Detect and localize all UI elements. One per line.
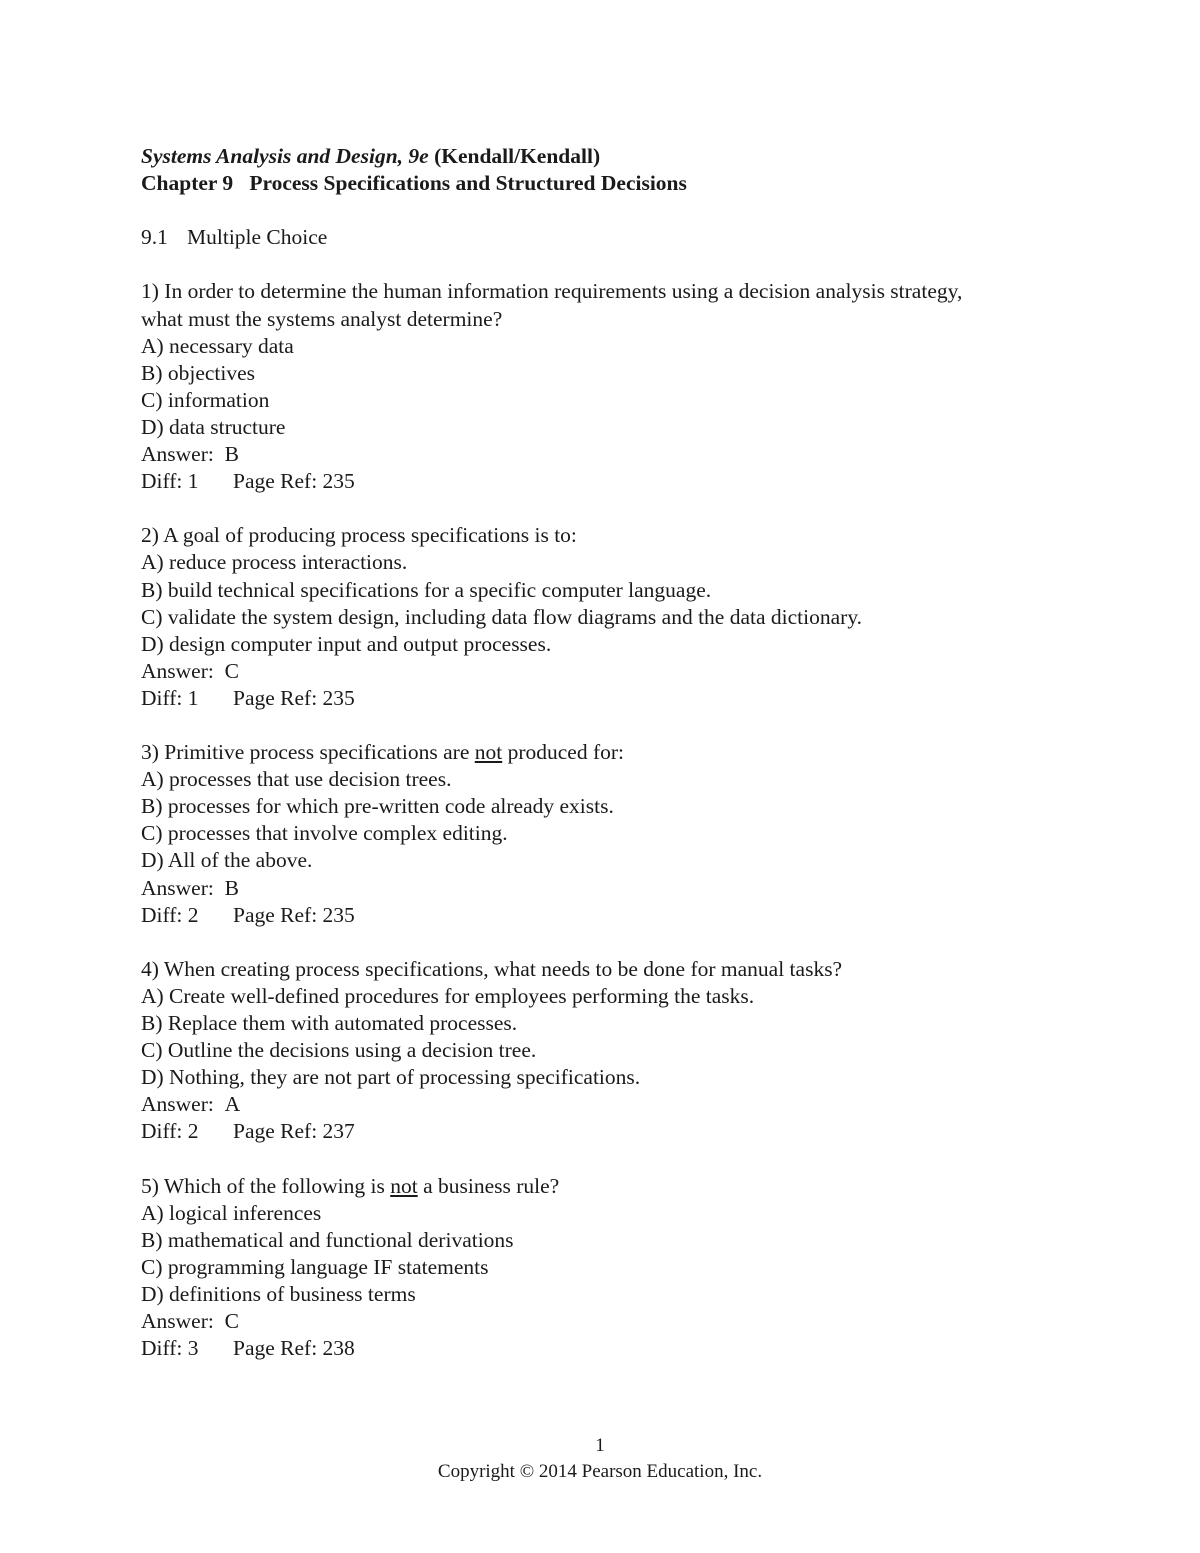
option-d: D) All of the above. [141, 848, 313, 873]
book-title: Systems Analysis and Design, 9e [141, 144, 429, 168]
difficulty: Diff: 2 [141, 1119, 199, 1144]
page-reference: Page Ref: 235 [233, 469, 355, 494]
answer-line [141, 1308, 1081, 1335]
option-a: A) reduce process interactions. [141, 550, 408, 575]
answer-value: C [224, 1309, 239, 1334]
answer-value: B [224, 442, 239, 467]
page-reference: Page Ref: 238 [233, 1336, 355, 1361]
option-c: C) Outline the decisions using a decision tree. [141, 1038, 537, 1063]
meta-line [141, 1335, 1081, 1362]
section-title: Multiple Choice [187, 225, 328, 250]
chapter-label: Chapter 9 [141, 171, 234, 196]
difficulty: Diff: 3 [141, 1336, 199, 1361]
option-b: B) build technical specifications for a specific computer language. [141, 577, 712, 602]
question-1 [141, 278, 1081, 495]
chapter-heading [141, 170, 1081, 197]
emphasis-not: not [474, 740, 503, 765]
meta-line [141, 468, 1081, 495]
option-a: A) processes that use decision trees. [141, 767, 452, 792]
difficulty: Diff: 2 [141, 902, 199, 927]
answer-label: Answer: [141, 1309, 214, 1334]
question-stem: 4) When creating process specifications, what needs to be done for manual tasks? [141, 956, 843, 981]
question-stem: what must the systems analyst determine? [141, 306, 503, 331]
answer-value: A [224, 1092, 241, 1117]
section-number: 9.1 [141, 225, 168, 250]
question-5 [141, 1173, 1081, 1363]
answer-label: Answer: [141, 1092, 214, 1117]
page-reference: Page Ref: 235 [233, 902, 355, 927]
answer-line [141, 875, 1081, 902]
option-a: A) necessary data [141, 333, 294, 358]
section-heading [141, 224, 1081, 251]
option-b: B) objectives [141, 360, 256, 385]
option-d: D) Nothing, they are not part of processing specifications. [141, 1065, 641, 1090]
book-authors: (Kendall/Kendall) [428, 144, 601, 168]
question-4 [141, 956, 1081, 1146]
option-c: C) validate the system design, including data flow diagrams and the data dictionary. [141, 604, 863, 629]
answer-value: B [224, 875, 239, 900]
page-number: 1 [595, 1435, 605, 1456]
question-stem: 2) A goal of producing process specifications is to: [141, 523, 577, 548]
page-reference: Page Ref: 235 [233, 685, 355, 710]
option-d: D) design computer input and output processes. [141, 631, 552, 656]
book-heading [141, 143, 1081, 170]
meta-line [141, 685, 1081, 712]
copyright-notice: Copyright © 2014 Pearson Education, Inc. [437, 1461, 763, 1482]
answer-line [141, 1091, 1081, 1118]
difficulty: Diff: 1 [141, 469, 199, 494]
question-stem: 5) Which of the following is not a business rule? [141, 1173, 560, 1198]
option-c: C) programming language IF statements [141, 1254, 489, 1279]
answer-line [141, 441, 1081, 468]
question-stem: 1) In order to determine the human information requirements using a decision analysis strategy, [141, 279, 963, 304]
difficulty: Diff: 1 [141, 685, 199, 710]
answer-label: Answer: [141, 875, 214, 900]
option-c: C) information [141, 387, 270, 412]
chapter-title: Process Specifications and Structured Decisions [249, 171, 687, 196]
answer-label: Answer: [141, 442, 214, 467]
question-2 [141, 522, 1081, 712]
meta-line [141, 902, 1081, 929]
page-content [141, 143, 1081, 1362]
emphasis-not: not [390, 1173, 418, 1198]
answer-line [141, 658, 1081, 685]
option-b: B) processes for which pre-written code already exists. [141, 794, 614, 819]
question-stem: 3) Primitive process specifications are not produced for: [141, 740, 625, 765]
option-b: B) Replace them with automated processes. [141, 1011, 518, 1035]
option-a: A) Create well-defined procedures for employees performing the tasks. [141, 983, 755, 1008]
option-c: C) processes that involve complex editing. [141, 821, 508, 846]
question-3 [141, 739, 1081, 929]
page-reference: Page Ref: 237 [233, 1119, 355, 1144]
answer-label: Answer: [141, 658, 214, 683]
option-d: D) definitions of business terms [141, 1281, 416, 1306]
answer-value: C [224, 658, 239, 683]
option-a: A) logical inferences [141, 1200, 322, 1225]
option-d: D) data structure [141, 414, 286, 439]
option-b: B) mathematical and functional derivations [141, 1227, 514, 1252]
meta-line [141, 1118, 1081, 1145]
